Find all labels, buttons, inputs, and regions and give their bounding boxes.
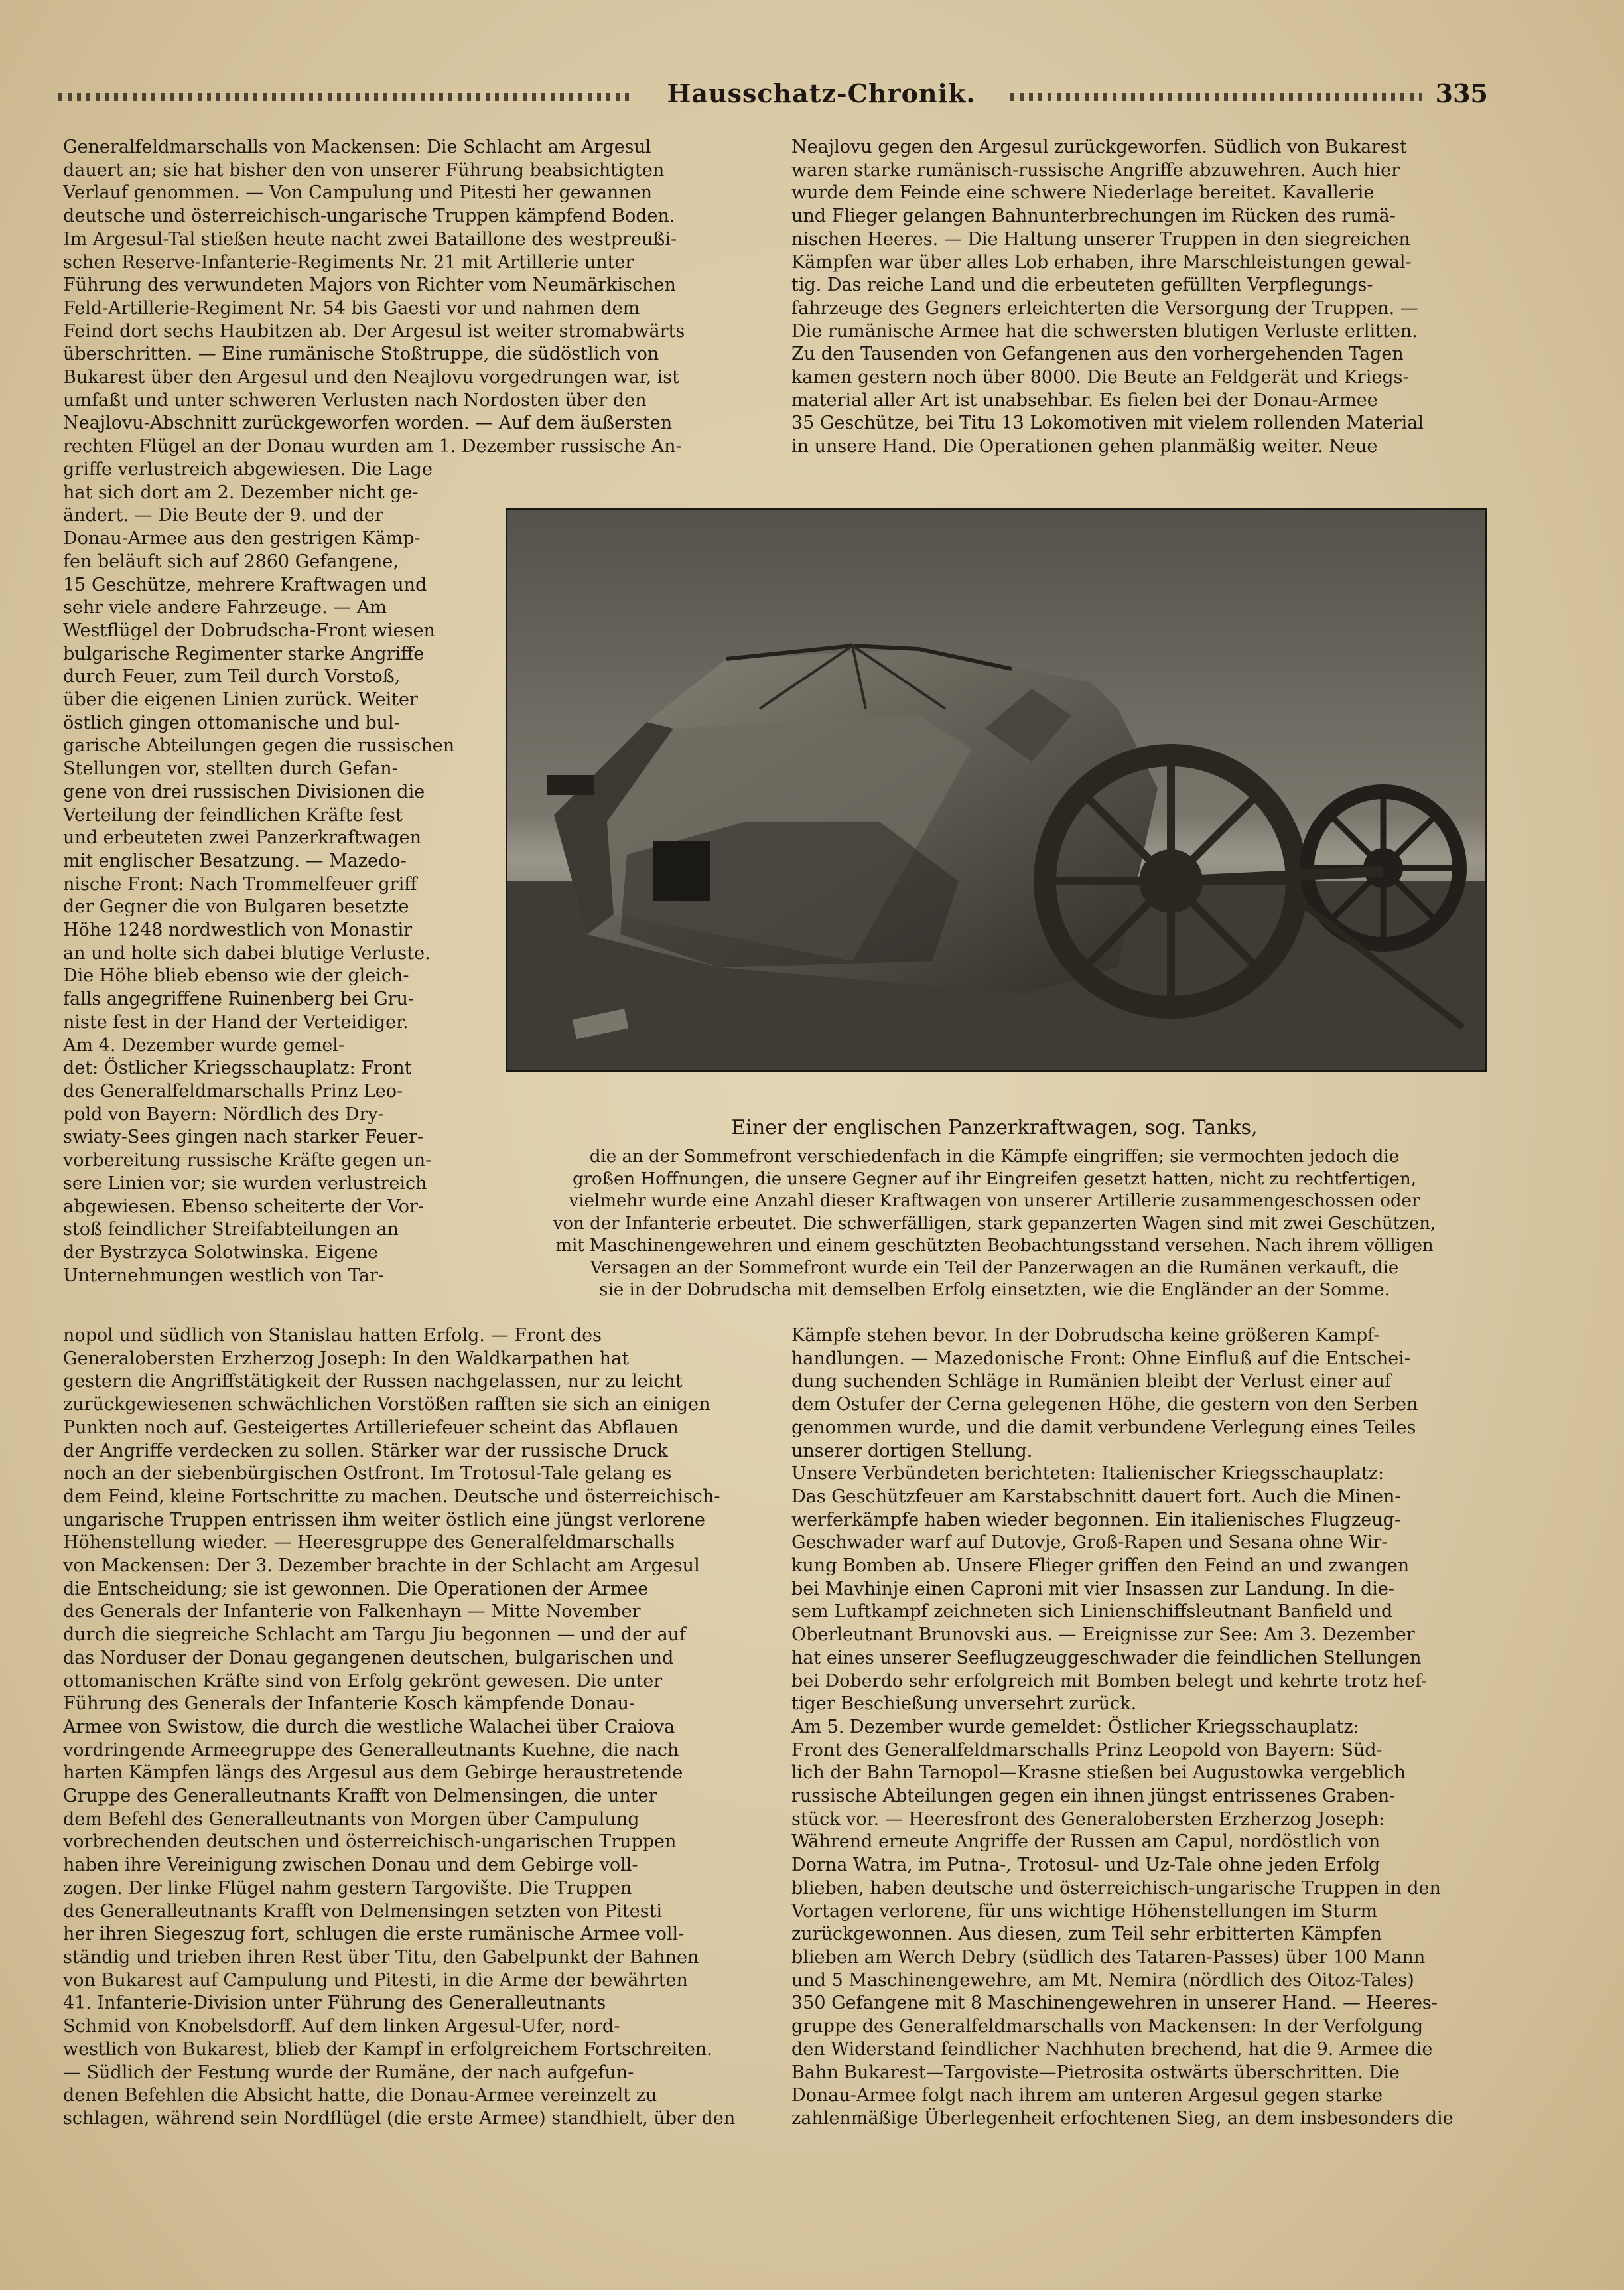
text-line: noch an der siebenbürgischen Ostfront. Im Trotosul-Tale gelang es [63,1463,672,1484]
text-line: Zu den Tausenden von Gefangenen aus den vorhergehenden Tagen [791,344,1404,365]
text-line: des Generalfeldmarschalls Prinz Leo- [63,1080,403,1102]
text-line: zurückgewonnen. Aus diesen, zum Teil sehr erbitterten Kämpfen [791,1924,1382,1945]
text-line: der Gegner die von Bulgaren besetzte [63,896,409,918]
text-line: abgewiesen. Ebenso scheiterte der Vor- [63,1196,424,1217]
text-line: gruppe des Generalfeldmarschalls von Mackensen: In der Verfolgung [791,2016,1424,2037]
text-line: Generalfeldmarschalls von Mackensen: Die Schlacht am Argesul [63,137,651,157]
text-line: Donau-Armee folgt nach ihrem am unteren Argesul gegen starke [791,2085,1383,2106]
text-line: material aller Art ist unabsehbar. Es fielen bei der Donau-Armee [791,390,1378,411]
running-title: Hausschatz-Chronik. [667,78,976,108]
text-line: die an der Sommefront verschiedenfach in die Kämpfe eingriffen; sie vermochten jedoch die [589,1147,1400,1167]
text-line: schlagen, während sein Nordflügel (die erste Armee) standhielt, über den [63,2108,736,2129]
text-line: schen Reserve-Infanterie-Regiments Nr. 21 mit Artillerie unter [63,251,634,273]
text-line: und erbeuteten zwei Panzerkraftwagen [63,827,421,849]
text-line: an und holte sich dabei blutige Verluste. [63,942,431,964]
right-column-bottom [791,1324,1488,2131]
text-line: 35 Geschütze, bei Titu 13 Lokomotiven mit vielem rollenden Material [791,413,1424,434]
text-line: in unsere Hand. Die Operationen gehen planmäßig weiter. Neue [791,436,1378,457]
text-line: det: Östlicher Kriegsschauplatz: Front [63,1058,412,1079]
text-line: sehr viele andere Fahrzeuge. — Am [63,597,387,618]
text-line: östlich gingen ottomanische und bul- [63,712,400,733]
text-line: Bahn Bukarest—Targoviste—Pietrosita ostwärts überschritten. Die [791,2062,1400,2083]
text-line: von Mackensen: Der 3. Dezember brachte in der Schlacht am Argesul [63,1555,700,1577]
text-line: her ihren Siegeszug fort, schlugen die erste rumänische Armee voll- [63,1924,685,1945]
text-line: Donau-Armee aus den gestrigen Kämp- [63,528,421,549]
text-line: vielmehr wurde eine Anzahl dieser Kraftwagen von unserer Artillerie zusammengeschossen oder [569,1191,1420,1211]
text-line: gene von drei russischen Divisionen die [63,781,425,802]
text-line: Höhenstellung wieder. — Heeresgruppe des Generalfeldmarschalls [63,1532,675,1553]
text-line: das Norduser der Donau gegangenen deutschen, bulgarischen und [63,1647,674,1668]
text-line: zurückgewiesenen schwächlichen Vorstößen rafften sie sich an einigen [63,1394,710,1415]
text-line: Feld-Artillerie-Regiment Nr. 54 bis Gaesti vor und nahmen dem [63,297,640,319]
text-line: ändert. — Die Beute der 9. und der [63,505,383,526]
text-line: durch die siegreiche Schlacht am Targu Jiu begonnen — und der auf [63,1624,687,1646]
tank-photograph [506,508,1487,1072]
text-line: haben ihre Vereinigung zwischen Donau und dem Gebirge voll- [63,1855,638,1876]
text-line: Kämpfen war über alles Lob erhaben, ihre Marschleistungen gewal- [791,251,1412,273]
text-line: gestern die Angriffstätigkeit der Russen nachgelassen, nur zu leicht [63,1371,683,1392]
text-line: kamen gestern noch über 8000. Die Beute an Feldgerät und Kriegs- [791,367,1409,388]
text-line: überschritten. — Eine rumänische Stoßtruppe, die südöstlich von [63,344,659,365]
text-line: vordringende Armeegruppe des Generalleutnants Kuehne, die nach [63,1739,679,1760]
text-line: des Generalleutnants Krafft von Delmensingen setzten von Pitesti [63,1900,663,1922]
text-line: Schmid von Knobelsdorff. Auf dem linken Argesul-Ufer, nord- [63,2016,620,2037]
text-line: dem Feind, kleine Fortschritte zu machen. Deutsche und österreichisch- [63,1486,720,1507]
text-line: mit Maschinengewehren und einem geschützten Beobachtungsstand versehen. Nach ihrem völligen [555,1236,1434,1255]
text-line: des Generals der Infanterie von Falkenhayn — Mitte November [63,1601,641,1622]
text-line: Stellungen vor, stellten durch Gefan- [63,758,398,780]
text-line: swiaty-Sees gingen nach starker Feuer- [63,1127,424,1148]
text-line: — Südlich der Festung wurde der Rumäne, der nach aufgefun- [63,2062,634,2083]
text-line: hat eines unserer Seeflugzeuggeschwader die feindlichen Stellungen [791,1647,1422,1668]
text-line: Front des Generalfeldmarschalls Prinz Leopold von Bayern: Süd- [791,1739,1383,1760]
text-line: umfaßt und unter schweren Verlusten nach Nordosten über den [63,390,647,411]
text-line: genommen wurde, und die damit verbundene Verlegung eines Teiles [791,1417,1416,1438]
text-line: lich der Bahn Tarnopol—Krasne stießen bei Augustowka vergeblich [791,1762,1406,1784]
text-line: kung Bomben ab. Unsere Flieger griffen den Feind an und zwangen [791,1555,1410,1577]
text-line: dem Befehl des Generalleutnants von Morgen über Campulung [63,1808,640,1829]
text-line: stoß feindlicher Streifabteilungen an [63,1219,399,1240]
text-line: Verlauf genommen. — Von Campulung und Pitesti her gewannen [63,182,653,204]
text-line: großen Hoffnungen, die unsere Gegner auf ihr Eingreifen gesetzt hatten, nicht zu rechtfertigen, [572,1169,1417,1189]
text-line: griffe verlustreich abgewiesen. Die Lage [63,459,433,480]
text-line: fahrzeuge des Gegners erleichterten die Versorgung der Truppen. — [791,297,1418,319]
text-line: ständig und trieben ihren Rest über Titu, den Gabelpunkt der Bahnen [63,1946,699,1968]
text-line: nischen Heeres. — Die Haltung unserer Truppen in den siegreichen [791,228,1410,250]
text-line: nische Front: Nach Trommelfeuer griff [63,873,417,895]
text-line: Unternehmungen westlich von Tar- [63,1265,384,1286]
text-line: Am 5. Dezember wurde gemeldet: Östlicher Kriegsschauplatz: [791,1716,1359,1737]
text-line: sie in der Dobrudscha mit demselben Erfolg einsetzten, wie die Engländer an der Somme. [599,1280,1390,1300]
text-line: zogen. Der linke Flügel nahm gestern Targovište. Die Truppen [63,1877,632,1898]
text-line: Generalobersten Erzherzog Joseph: In den Waldkarpathen hat [63,1348,629,1369]
text-line: russische Abteilungen gegen ein ihnen jüngst entrissenes Graben- [791,1786,1396,1807]
left-column-bottom [63,1324,761,2131]
text-line: unserer dortigen Stellung. [791,1440,1033,1461]
text-line: nopol und südlich von Stanislau hatten Erfolg. — Front des [63,1325,602,1346]
text-line: Oberleutnant Brunovski aus. — Ereignisse zur See: Am 3. Dezember [791,1624,1415,1646]
text-line: der Angriffe verdecken zu sollen. Stärker war der russische Druck [63,1440,668,1461]
text-line: Das Geschützfeuer am Karstabschnitt dauert fort. Auch die Minen- [791,1486,1401,1507]
left-ornament-rule [58,93,629,101]
text-line: Während erneute Angriffe der Russen am Capul, nordöstlich von [791,1831,1381,1853]
text-line: durch Feuer, zum Teil durch Vorstoß, [63,666,401,687]
text-line: dauert an; sie hat bisher den von unserer Führung beabsichtigten [63,159,665,180]
text-line: und Flieger gelangen Bahnunterbrechungen im Rücken des rumä- [791,206,1396,227]
text-line: pold von Bayern: Nördlich des Dry- [63,1104,384,1125]
text-line: Neajlovu gegen den Argesul zurückgeworfen. Südlich von Bukarest [791,137,1407,157]
text-line: dem Ostufer der Cerna gelegenen Höhe, die gestern von den Serben [791,1394,1418,1415]
text-line: Im Argesul-Tal stießen heute nacht zwei Bataillone des westpreußi- [63,228,677,250]
text-line: Feind dort sechs Haubitzen ab. Der Argesul ist weiter stromabwärts [63,321,685,342]
text-line: Armee von Swistow, die durch die westliche Walachei über Craiova [63,1716,675,1737]
text-line: hat sich dort am 2. Dezember nicht ge- [63,482,419,503]
text-line: Kämpfe stehen bevor. In der Dobrudscha keine größeren Kampf- [791,1325,1380,1346]
text-line: über die eigenen Linien zurück. Weiter [63,689,418,711]
text-line: handlungen. — Mazedonische Front: Ohne Einfluß auf die Entschei- [791,1348,1411,1369]
text-line: Die Höhe blieb ebenso wie der gleich- [63,966,409,987]
text-line: dung suchenden Schläge in Rumänien bleibt der Verlust einer auf [791,1371,1392,1392]
text-line: harten Kämpfen längs des Argesul aus dem Gebirge heraustretende [63,1762,683,1784]
text-line: Die rumänische Armee hat die schwersten blutigen Verluste erlitten. [791,321,1418,342]
text-line: deutsche und österreichisch-ungarische Truppen kämpfend Boden. [63,206,675,227]
text-line: Geschwader warf auf Dutovje, Groß-Rapen und Sesana ohne Wir- [791,1532,1388,1553]
text-line: ungarische Truppen entrissen ihm weiter östlich eine jüngst verlorene [63,1509,706,1530]
text-line: zahlenmäßige Überlegenheit erfochtenen Sieg, an dem insbesonders die [791,2108,1454,2129]
text-line: vorbrechenden deutschen und österreichisch-ungarischen Truppen [63,1831,677,1853]
text-line: 350 Gefangene mit 8 Maschinengewehren in unserer Hand. — Heeres- [791,1993,1438,2014]
text-line: der Bystrzyca Solotwinska. Eigene [63,1242,378,1263]
text-line: sem Luftkampf zeichneten sich Linienschiffsleutnant Banfield und [791,1601,1393,1622]
text-line: fen beläuft sich auf 2860 Gefangene, [63,551,399,572]
text-line: Dorna Watra, im Putna-, Trotosul- und Uz-Tale ohne jeden Erfolg [791,1855,1381,1876]
text-line: und 5 Maschinengewehre, am Mt. Nemira (nördlich des Oitoz-Tales) [791,1969,1414,1991]
text-line: tiger Beschießung unversehrt zurück. [791,1693,1137,1715]
left-column-beside-figure [63,459,464,1287]
figure-caption: Einer der englischen Panzerkraftwagen, sog. Tanks, [731,1116,1258,1139]
text-line: Am 4. Dezember wurde gemel- [63,1035,345,1056]
text-line: tig. Das reiche Land und die erbeuteten gefüllten Verpflegungs- [791,275,1373,296]
text-line: Höhe 1248 nordwestlich von Monastir [63,920,413,941]
text-line: werferkämpfe haben wieder begonnen. Ein italienisches Flugzeug- [791,1509,1401,1530]
text-line: Verteilung der feindlichen Kräfte fest [63,804,403,825]
page-header [58,78,1488,118]
text-line: ottomanischen Kräfte sind von Erfolg gekrönt gewesen. Die unter [63,1670,663,1691]
text-line: sere Linien vor; sie wurden verlustreich [63,1173,427,1194]
text-line: 15 Geschütze, mehrere Kraftwagen und [63,574,427,595]
page-number: 335 [1435,78,1488,108]
text-line: bulgarische Regimenter starke Angriffe [63,643,425,664]
text-line: westlich von Bukarest, blieb der Kampf in erfolgreichem Fortschreiten. [63,2039,712,2060]
text-line: die Entscheidung; sie ist gewonnen. Die Operationen der Armee [63,1578,649,1599]
text-line: bei Mavhinje einen Caproni mit vier Insassen zur Landung. In die- [791,1578,1394,1599]
text-line: von der Infanterie erbeutet. Die schwerfälligen, stark gepanzerten Wagen sind mit zwei Geschützen, [553,1213,1436,1234]
text-line: Führung des verwundeten Majors von Richter vom Neumärkischen [63,275,676,296]
text-line: wurde dem Feinde eine schwere Niederlage bereitet. Kavallerie [791,182,1375,204]
text-line: den Widerstand feindlicher Nachhuten brechend, hat die 9. Armee die [791,2039,1433,2060]
text-line: vorbereitung russische Kräfte gegen un- [63,1150,432,1171]
text-line: mit englischer Besatzung. — Mazedo- [63,850,407,871]
text-line: rechten Flügel an der Donau wurden am 1. Dezember russische An- [63,436,682,457]
text-line: falls angegriffene Ruinenberg bei Gru- [63,989,415,1010]
text-line: Versagen an der Sommefront wurde ein Teil der Panzerwagen an die Rumänen verkauft, die [590,1257,1399,1278]
text-line: Gruppe des Generalleutnants Krafft von Delmensingen, die unter [63,1786,657,1807]
text-line: von Bukarest auf Campulung und Pitesti, in die Arme der bewährten [63,1969,688,1991]
figure-note [506,1146,1483,1302]
left-column-top [63,136,754,459]
text-line: stück vor. — Heeresfront des Generalobersten Erzherzog Joseph: [791,1808,1385,1829]
text-line: Neajlovu-Abschnitt zurückgeworfen worden. — Auf dem äußersten [63,413,673,434]
text-line: Punkten noch auf. Gesteigertes Artilleriefeuer scheint das Abflauen [63,1417,679,1438]
text-line: Unsere Verbündeten berichteten: Italienischer Kriegsschauplatz: [791,1463,1385,1484]
text-line: Westflügel der Dobrudscha-Front wiesen [63,620,435,641]
text-line: bei Doberdo sehr erfolgreich mit Bomben belegt und kehrte trotz hef- [791,1670,1428,1691]
text-line: waren starke rumänisch-russische Angriffe abzuwehren. Auch hier [791,159,1400,180]
text-line: blieben, haben deutsche und österreichisch-ungarische Truppen in den [791,1877,1441,1898]
text-line: Vortagen verlorene, für uns wichtige Höhenstellungen im Sturm [791,1900,1378,1922]
right-column-top [791,136,1488,459]
text-line: blieben am Werch Debry (südlich des Tataren-Passes) über 100 Mann [791,1946,1426,1968]
text-line: garische Abteilungen gegen die russischen [63,735,455,756]
text-line: Führung des Generals der Infanterie Kosch kämpfende Donau- [63,1693,636,1715]
text-line: niste fest in der Hand der Verteidiger. [63,1011,409,1033]
text-line: Bukarest über den Argesul und den Neajlovu vorgedrungen war, ist [63,367,679,388]
right-ornament-rule [1010,93,1422,101]
text-line: 41. Infanterie-Division unter Führung des Generalleutnants [63,1993,606,2014]
text-line: denen Befehlen die Absicht hatte, die Donau-Armee vereinzelt zu [63,2085,657,2106]
